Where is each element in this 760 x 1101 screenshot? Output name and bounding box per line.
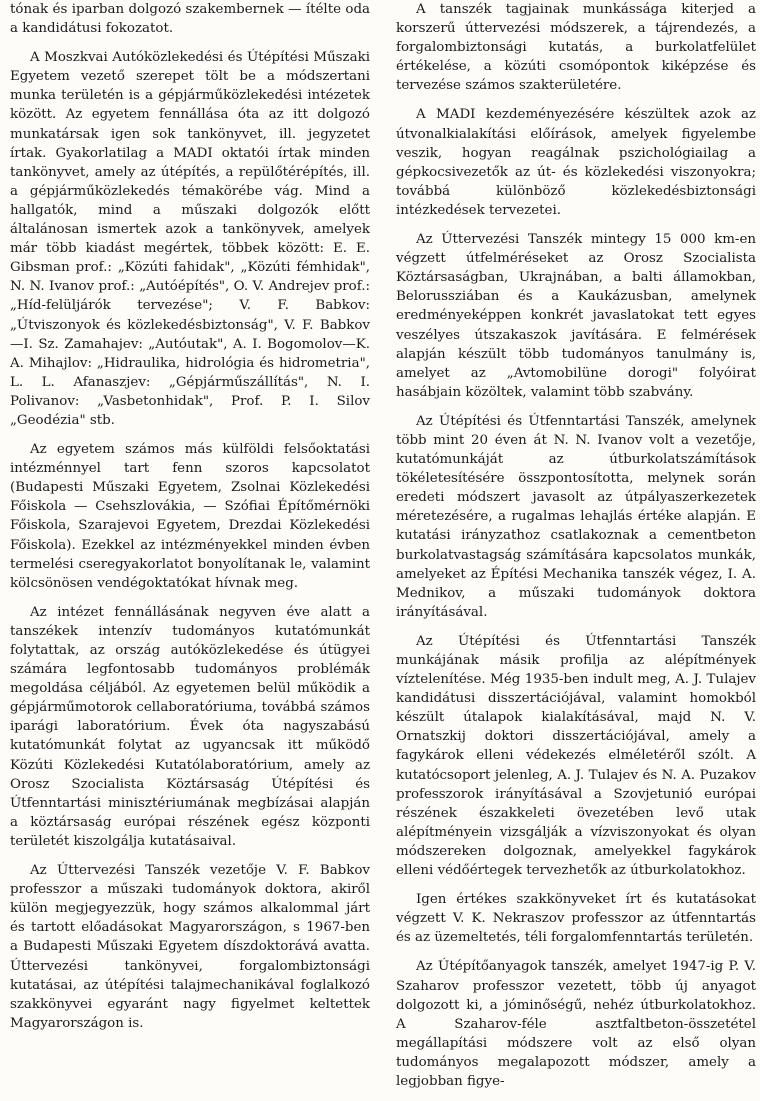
- paragraph-research: Az intézet fennállásának negyven éve alatt a tanszékek intenzív tudományos kutatómunkát folytattak, az ország autóközlekedése és útügyei számára legfontosabb tudományos problémák megoldása céljából. Az egyetemen belül működik a gépjárműmotorok cellaboratóriuma, továbbá számos iparági laboratórium. Évek óta nagyszabású kutatómunkát folytat az ugyancsak itt működő Közúti Közlekedési Kutatólaboratórium, amely az Orosz Szocialista Köztársaság Útépítési és Útfenntartási minisztériumának megbízásai alapján a köztársaság európai részének egész központi területét kiszolgálja kutatásaival.: [10, 604, 370, 849]
- left-column: [10, 0, 370, 1043]
- paragraph-foreign-relations: Az egyetem számos más külföldi felsőoktatási intézménnyel tart fenn szoros kapcsolatot (Budapesti Műszaki Egyetem, Zsolnai Közlekedési Főiskola — Csehszlovákia, — Szófiai Építőmérnöki Főiskola, Szarajevoi Egyetem, Drezdai Közlekedési Főiskola). Ezekkel az intézményekkel minden évben termelési cseregyakorlatot bonyolítanak le, valamint kölcsönösen vendégoktatókat hívnak meg.: [10, 442, 370, 591]
- paragraph-nekraszov: Igen értékes szakkönyveket írt és kutatásokat végzett V. K. Nekraszov professzor az útfenntartás és az üzemeltetés, téli forgalomfenntartás területén.: [396, 892, 756, 946]
- paragraph-madi-textbooks: A Moszkvai Autóközlekedési és Útépítési Műszaki Egyetem vezető szerepet tölt be a módszertani munka területén is a gépjárműközlekedési intézetek között. Az egyetem fennállása óta az itt dolgozó munkatársak igen sok tankönyvet, ill. jegyzetet írtak. Gyakorlatilag a MADI oktatói írtak minden tankönyvet, amely az útépítés, a repülőtérépítés, ill. a gépjárműközlekedés témakörébe vág. Mind a hallgatók, mind a műszaki dolgozók előtt általánosan ismertek azok a tankönyvek, amelyek már több kiadást megértek, többek között: E. E. Gibsman prof.: „Közúti fahidak", „Közúti fémhidak", N. N. Ivanov prof.: „Autóépítés", O. V. Andrejev prof.: „Híd-felüljárók tervezése"; V. F. Babkov: „Útviszonyok és közlekedésbiztonság", V. F. Babkov—I. Sz. Zamahajev: „Autóutak", A. I. Bogomolov—K. A. Mihajlov: „Hidraulika, hidrológia és hidrometria", L. L. Afanaszjev: „Gépjárműszállítás", N. I. Polivanov: „Vasbetonhidak", Prof. P. I. Silov „Geodézia" stb.: [10, 50, 370, 428]
- right-column: [396, 0, 756, 1101]
- paragraph-ivanov: Az Útépítési és Útfenntartási Tanszék, amelynek több mint 20 éven át N. N. Ivanov volt a vezetője, kutatómunkáját az útburkolatszámítások tökéletesítésére összpontosította, melynek során eredeti módszert javasolt az útpályaszerkezetek méretezésére, a rugalmas lehajlás értéke alapján. E kutatási irányzathoz csatlakoznak a cementbeton burkolatvastagság számítására kapcsolatos munkák, amelyeket az Építési Mechanika tanszék végez, I. A. Mednikov, a műszaki tudományok doktora irányításával.: [396, 413, 756, 620]
- paragraph-continued: tónak és iparban dolgozó szakembernek — ítélte oda a kandidátusi fokozatot.: [10, 2, 370, 37]
- paragraph-drainage: Az Útépítési és Útfenntartási Tanszék munkájának másik profilja az alépítmények víztelenítése. Még 1935-ben indult meg, A. J. Tulajev kandidátusi disszertációjával, valamint homokból készült útalapok kialakításával, majd N. V. Ornatszkij doktori disszertációjával, amely a fagykárok elleni védekezés elméletéről szólt. A kutatócsoport jelenleg, A. J. Tulajev és N. A. Puzakov professzorok irányításával a Szovjetunió európai részének északkeleti övezetében levő utak alépítményein vizsgálják a vízviszonyokat és olyan módszereken dolgoznak, amelyekkel fagykárok elleni védőértegek tervezhetők az útburkolatokhoz.: [396, 633, 756, 879]
- paragraph-madi-initiative: A MADI kezdeményezésére készültek azok az útvonalkialakítási előírások, amelyek figyelembe veszik, hogyan reagálnak pszichológiailag a gépkocsivezetők az út- és közlekedési viszonyokra; továbbá különböző közlekedésbiztonsági intézkedések tervezetei.: [396, 107, 756, 218]
- paragraph-department-scope: A tanszék tagjainak munkássága kiterjed a korszerű úttervezési módszerek, a tájrendezés, a forgalombiztonsági kutatás, a burkolatfelület értékelése, a közúti csomópontok kiképzése és tervezése számos szakterületére.: [396, 2, 756, 94]
- paragraph-babkov: Az Úttervezési Tanszék vezetője V. F. Babkov professzor a műszaki tudományok doktora, akiről külön megjegyezzük, hogy számos alkalommal járt és tartott előadásokat Magyarországon, s 1967-ben a Budapesti Műszaki Egyetem díszdoktorává avatta. Úttervezési tankönyvei, forgalombiztonsági kutatásai, az útépítési talajmechanikával foglalkozó szakkönyvei egyaránt nagy figyelmet keltettek Magyarországon is.: [10, 863, 370, 1031]
- paragraph-road-surveys: Az Úttervezési Tanszék mintegy 15 000 km-en végzett útfelméréseket az Orosz Szocialista Köztársaságban, Ukrajnában, a balti államokban, Belorussziában és a Kaukázusban, amelynek eredményeképpen konkrét javaslatokat tett egyes veszélyes útszakaszok javítására. E felmérések alapján készült több tudományos tanulmány is, amelyet az „Avtomobilüne dorogi" folyóirat hasábjain közöltek, valamint több szabvány.: [396, 232, 756, 400]
- paragraph-materials: Az Útépítőanyagok tanszék, amelyet 1947-ig P. V. Szaharov professzor vezetett, több új anyagot dolgozott ki, a jóminőségű, nehéz útburkolatokhoz. A Szaharov-féle asztfaltbeton-összetétel megállapítási módszere volt az első olyan tudományos megalapozott módszer, amely a legjobban figye-: [396, 959, 756, 1089]
